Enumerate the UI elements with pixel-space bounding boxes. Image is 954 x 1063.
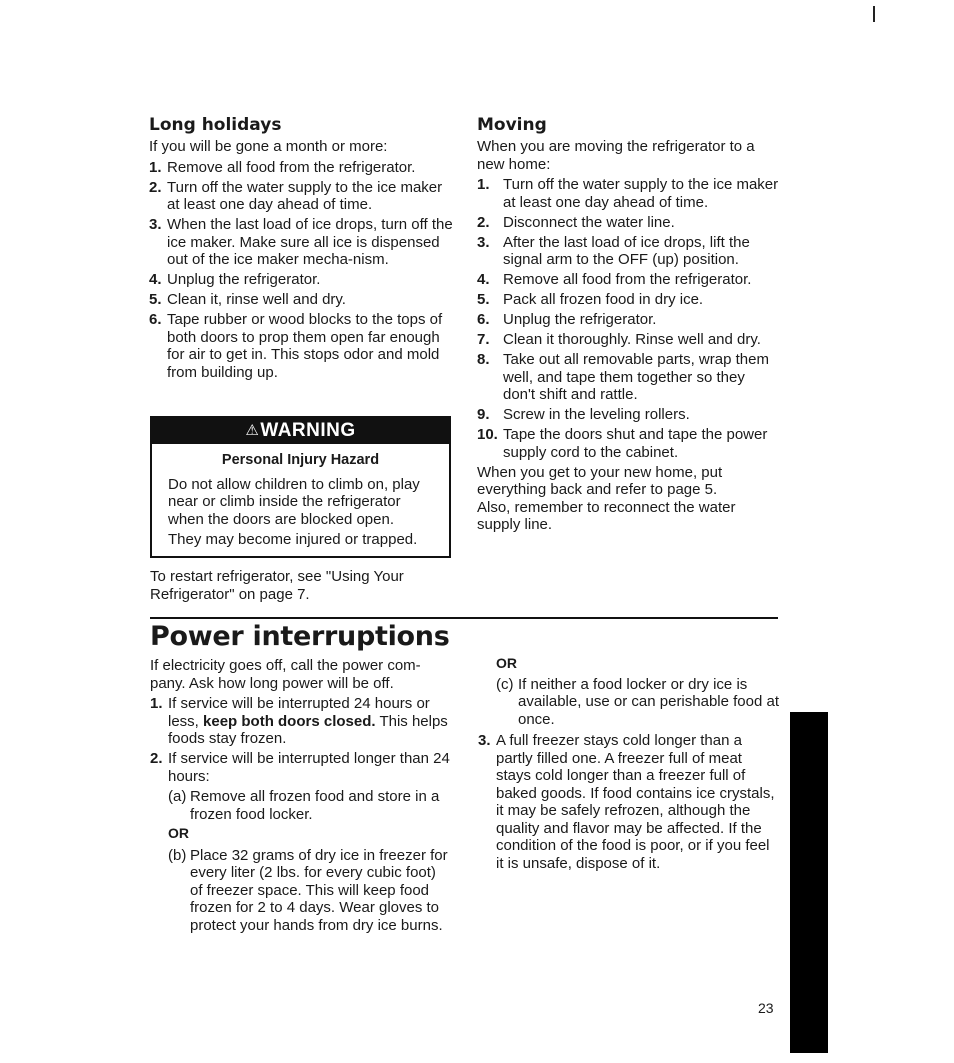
list-item	[149, 216, 455, 269]
power-steps	[150, 695, 450, 934]
scan-mark	[873, 6, 875, 22]
sub-item-label: (b)	[168, 846, 187, 864]
warning-body	[152, 476, 449, 549]
step-number: 1.	[149, 158, 162, 176]
step-text: Screw in the leveling rollers.	[503, 406, 690, 423]
list-item	[149, 291, 455, 309]
sub-item-text: Place 32 grams of dry ice in freezer for every liter (2 lbs. for every cubic foot) of freezer space. This will keep food frozen for 2 to 4 days. Wear gloves to protect your hands from dry ice burns.	[190, 846, 448, 934]
restart-note: To restart refrigerator, see "Using Your Refrigerator" on page 7.	[150, 568, 404, 603]
step-text: Disconnect the water line.	[503, 213, 675, 231]
long-holidays-section	[149, 115, 455, 384]
step-number: 3.	[477, 233, 490, 251]
step-number: 9.	[477, 406, 490, 423]
step-text: If service will be interrupted 24 hours or less,	[168, 695, 430, 730]
step-text: Clean it thoroughly. Rinse well and dry.	[503, 331, 761, 348]
list-item	[477, 214, 779, 232]
moving-section	[477, 115, 779, 534]
step-text: Unplug the refrigerator.	[503, 311, 657, 328]
sub-item-text: If neither a food locker or dry ice is available, use or can perishable food at once.	[518, 675, 780, 728]
step-number: 3.	[149, 216, 162, 233]
step-number: 3.	[478, 732, 491, 749]
step-number: 4.	[477, 271, 490, 288]
list-item	[150, 750, 450, 934]
step-number: 8.	[477, 351, 490, 368]
step-text: Tape rubber or wood blocks to the tops of both doors to prop them open far enough for air to get in. This stops odor and mold from building up.	[167, 311, 443, 381]
warning-text-2: They may become injured or trapped.	[168, 531, 418, 548]
power-right-column	[478, 655, 780, 875]
list-item	[477, 426, 779, 461]
step-text: Turn off the water supply to the ice maker at least one day ahead of time.	[503, 176, 779, 211]
step-text: If service will be interrupted longer than 24 hours:	[168, 750, 450, 785]
or-label: OR	[168, 825, 189, 841]
step-text: Pack all frozen food in dry ice.	[503, 291, 704, 308]
warning-box	[150, 416, 451, 558]
list-item	[477, 291, 779, 309]
list-item	[149, 271, 455, 289]
warning-text: Do not allow children to climb on, play near or climb inside the refrigerator when the doors are blocked open.	[168, 475, 420, 528]
moving-outro: When you get to your new home, put everything back and refer to page 5.	[477, 463, 723, 498]
step-text: Unplug the refrigerator.	[167, 271, 321, 288]
step-number: 10.	[477, 426, 498, 443]
moving-heading: Moving	[477, 115, 547, 135]
step-text-tail: This helps foods stay frozen.	[168, 712, 448, 747]
long-holidays-steps	[149, 159, 455, 382]
step-text: After the last load of ice drops, lift the signal arm to the OFF (up) position.	[503, 233, 750, 268]
sub-item-text: Remove all frozen food and store in a frozen food locker.	[190, 788, 440, 823]
step-number: 2.	[150, 750, 163, 767]
step-emphasis: keep both doors closed.	[203, 712, 376, 730]
warning-label: WARNING	[260, 420, 356, 441]
step-number: 4.	[149, 271, 162, 288]
list-item	[477, 331, 779, 349]
warning-banner	[152, 418, 449, 444]
list-item	[477, 311, 779, 329]
sub-item-label: (a)	[168, 788, 187, 805]
section-thumb-tab	[790, 712, 828, 1053]
hazard-title: Personal Injury Hazard	[221, 452, 380, 468]
page-number: 23	[758, 1000, 774, 1016]
section-divider	[150, 617, 778, 619]
step-text: Remove all food from the refrigerator.	[167, 158, 416, 176]
step-number: 6.	[149, 311, 162, 328]
list-item	[149, 159, 455, 177]
list-item	[477, 234, 779, 269]
long-holidays-heading: Long holidays	[149, 115, 282, 135]
list-item	[477, 176, 779, 211]
sub-item-c	[496, 676, 780, 729]
warning-triangle-icon: ⚠	[245, 422, 260, 439]
list-item	[477, 351, 779, 404]
step-text: Take out all removable parts, wrap them well, and tape them together so they don't shift and rattle.	[503, 351, 769, 403]
step-number: 5.	[149, 291, 162, 308]
step-number: 7.	[477, 331, 490, 348]
page-title: Power interruptions	[150, 621, 450, 652]
power-left-column	[150, 657, 450, 937]
step-text: Turn off the water supply to the ice maker at least one day ahead of time.	[167, 178, 443, 213]
power-steps-continued	[478, 732, 780, 872]
list-item	[477, 271, 779, 289]
moving-outro-2: Also, remember to reconnect the water supply line.	[477, 498, 736, 533]
moving-steps	[477, 176, 779, 461]
list-item	[478, 732, 780, 872]
step-text: When the last load of ice drops, turn off the ice maker. Make sure all ice is dispensed out of the ice maker mecha-nism.	[167, 216, 453, 268]
step-text: Remove all food from the refrigerator.	[503, 271, 752, 288]
list-item	[477, 406, 779, 424]
long-holidays-intro: If you will be gone a month or more:	[149, 138, 388, 155]
power-intro: If electricity goes off, call the power com-pany. Ask how long power will be off.	[150, 657, 421, 692]
step-number: 2.	[477, 213, 490, 231]
sub-item-label: (c)	[496, 675, 514, 693]
step-text: Clean it, rinse well and dry.	[167, 291, 346, 308]
list-item	[149, 179, 455, 214]
step-number: 6.	[477, 311, 490, 328]
step-number: 1.	[150, 695, 163, 712]
step-text: A full freezer stays cold longer than a partly filled one. A freezer full of meat stays cold longer than a freezer full of baked goods. If food contains ice crystals, it may be safely refrozen, although the quality and flavor may be affected. If the condition of the food is poor, or if you feel it is unsafe, dispose of it.	[496, 732, 775, 872]
step-number: 2.	[149, 178, 162, 196]
step-number: 1.	[477, 176, 490, 193]
sub-item-b	[168, 847, 450, 935]
step-text: Tape the doors shut and tape the power supply cord to the cabinet.	[503, 426, 768, 461]
list-item	[149, 311, 455, 381]
or-label-2: OR	[496, 655, 517, 671]
step-number: 5.	[477, 291, 490, 308]
sub-item-a	[168, 788, 450, 823]
list-item	[150, 695, 450, 748]
moving-intro: When you are moving the refrigerator to a new home:	[477, 138, 755, 173]
